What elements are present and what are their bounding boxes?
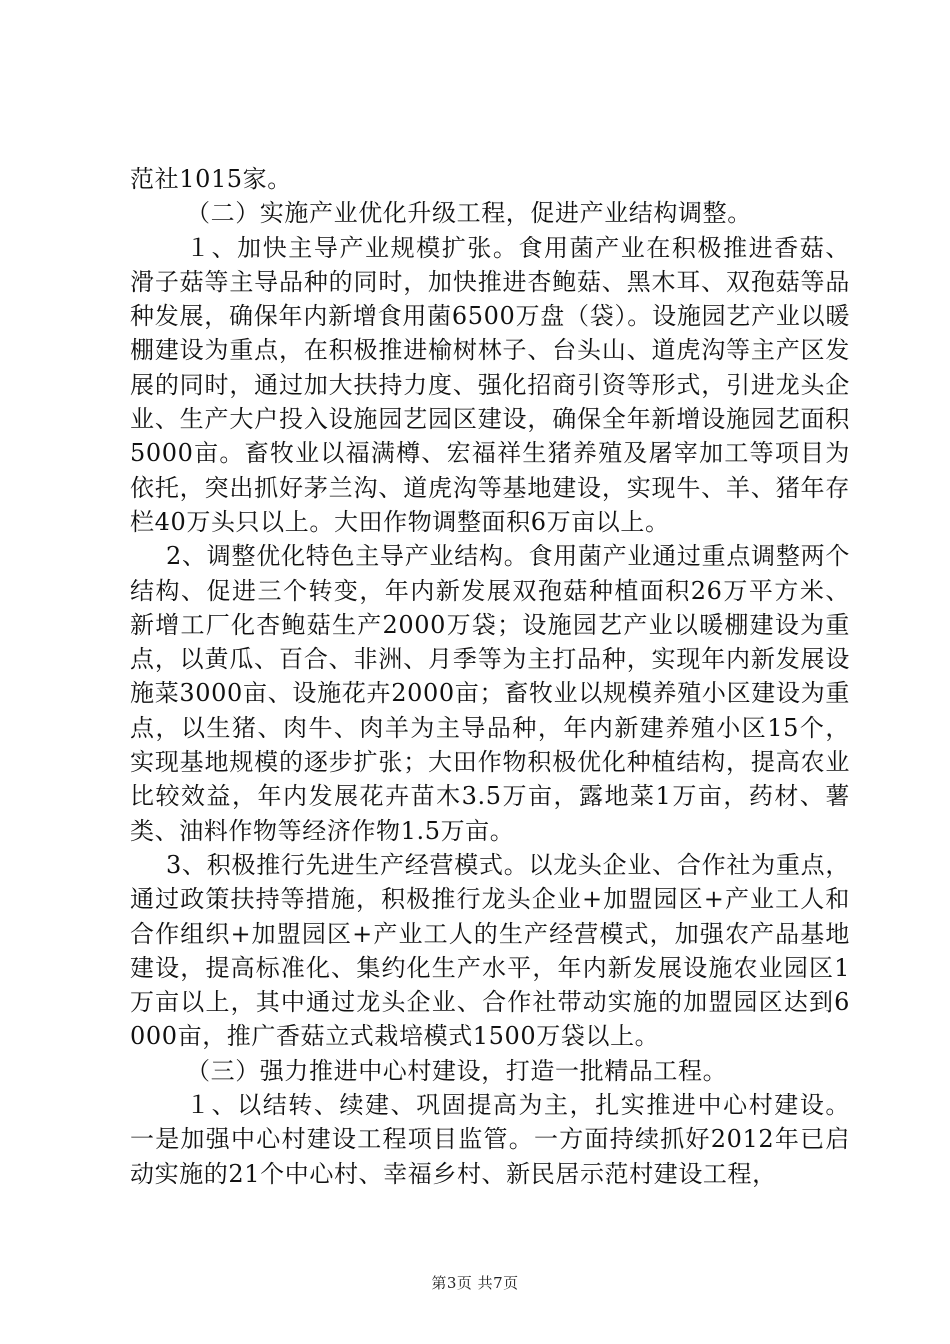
paragraph-item-2: 2、调整优化特色主导产业结构。食用菌产业通过重点调整两个结构、促进三个转变，年内新发展双孢菇种植面积26万平方米、新增工厂化杏鲍菇生产2000万袋；设施园艺产业以暖棚建设为重点，以黄瓜、百合、非洲、月季等为主打品种，实现年内新发展设施菜3000亩、设施花卉2000亩；畜牧业以规模养殖小区建设为重点，以生猪、肉牛、肉羊为主导品种，年内新建养殖小区15个，实现基地规模的逐步扩张；大田作物积极优化种植结构，提高农业比较效益，年内发展花卉苗木3.5万亩，露地菜1万亩，药材、薯类、油料作物等经济作物1.5万亩。 — [130, 542, 850, 845]
section-heading-3: （三）强力推进中心村建设，打造一批精品工程。 — [186, 1056, 728, 1085]
document-body — [130, 162, 850, 1191]
paragraph-item-1: １、加快主导产业规模扩张。食用菌产业在积极推进香菇、滑子菇等主导品种的同时，加快推进杏鲍菇、黑木耳、双孢菇等品种发展，确保年内新增食用菌6500万盘（袋）。设施园艺产业以暖棚建设为重点，在积极推进榆树林子、台头山、道虎沟等主产区发展的同时，通过加大扶持力度、强化招商引资等形式，引进龙头企业、生产大户投入设施园艺园区建设，确保全年新增设施园艺面积5000亩。畜牧业以福满樽、宏福祥生猪养殖及屠宰加工等项目为依托，突出抓好茅兰沟、道虎沟等基地建设，实现牛、羊、猪年存栏40万头只以上。大田作物调整面积6万亩以上。 — [130, 233, 850, 536]
page-number-footer: 第3页 共7页 — [431, 1274, 519, 1292]
paragraph-fragment: 范社1015家。 — [130, 165, 292, 193]
section-heading-2: （二）实施产业优化升级工程，促进产业结构调整。 — [186, 199, 752, 228]
paragraph-item-3-1: １、以结转、续建、巩固提高为主，扎实推进中心村建设。一是加强中心村建设工程项目监管。一方面持续抓好2012年已启动实施的21个中心村、幸福乡村、新民居示范村建设工程， — [130, 1091, 850, 1188]
paragraph-item-3: 3、积极推行先进生产经营模式。以龙头企业、合作社为重点，通过政策扶持等措施，积极推行龙头企业+加盟园区+产业工人和合作组织+加盟园区+产业工人的生产经营模式，加强农产品基地建设，提高标准化、集约化生产水平，年内新发展设施农业园区1万亩以上，其中通过龙头企业、合作社带动实施的加盟园区达到6000亩，推广香菇立式栽培模式1500万袋以上。 — [130, 850, 850, 1051]
